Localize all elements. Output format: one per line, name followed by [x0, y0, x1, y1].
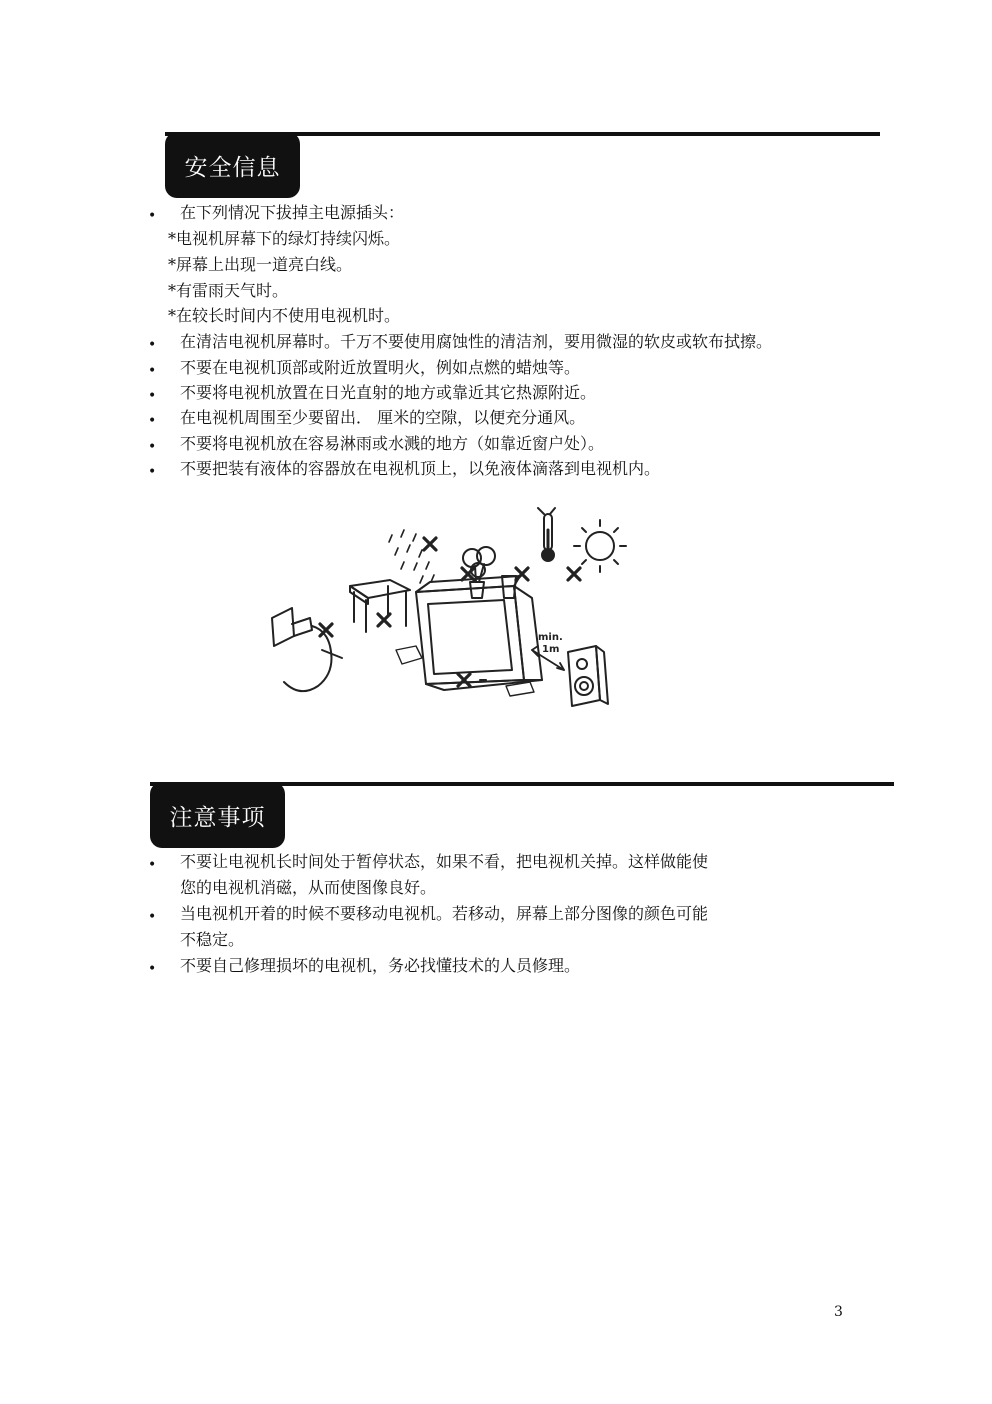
- tv-icon: [416, 576, 542, 690]
- power-socket-icon: [272, 608, 342, 691]
- safety-bullet: 不要把装有液体的容器放在电视机顶上，以免液体滴落到电视机内。: [180, 459, 661, 478]
- safety-section-header: [165, 132, 880, 198]
- safety-bullet: 不要在电视机顶部或附近放置明火，例如点燃的蜡烛等。: [180, 358, 581, 377]
- tv-placement-illustration: [262, 500, 642, 725]
- notes-section-title: 注意事项: [150, 782, 285, 848]
- bullet-dot: •: [148, 208, 157, 224]
- notes-item-line: 不稳定。: [180, 930, 245, 949]
- bullet-dot: •: [148, 337, 157, 353]
- distance-label-1m: 1m: [542, 644, 560, 655]
- sun-icon: [574, 520, 626, 572]
- distance-label-min: min.: [538, 632, 563, 643]
- notes-item-line: 当电视机开着的时候不要移动电视机。若移动，屏幕上部分图像的颜色可能: [180, 904, 709, 923]
- bullet-dot: •: [148, 388, 157, 404]
- safety-bullet: 在电视机周围至少要留出． 厘米的空隙，以便充分通风。: [180, 408, 586, 427]
- notes-item-line: 不要自己修理损坏的电视机，务必找懂技术的人员修理。: [180, 956, 581, 975]
- thermometer-icon: [538, 508, 555, 561]
- bullet-dot: •: [148, 413, 157, 429]
- notes-item-line: 您的电视机消磁，从而使图像良好。: [180, 878, 437, 897]
- safety-bullet: 在清洁电视机屏幕时。千万不要使用腐蚀性的清洁剂，要用微湿的软皮或软布拭擦。: [180, 332, 773, 351]
- safety-bullet: 不要将电视机放在容易淋雨或水溅的地方（如靠近窗户处）。: [180, 434, 605, 453]
- bullet-dot: •: [148, 439, 157, 455]
- bullet-dot: •: [148, 857, 157, 873]
- unplug-intro: 在下列情况下拔掉主电源插头：: [180, 203, 405, 222]
- bullet-dot: •: [148, 909, 157, 925]
- speaker-icon: [568, 646, 608, 706]
- bullet-dot: •: [148, 464, 157, 480]
- notes-section-header: [150, 782, 894, 848]
- safety-bullet: 不要将电视机放置在日光直射的地方或靠近其它热源附近。: [180, 383, 597, 402]
- unplug-item: *在较长时间内不使用电视机时。: [168, 306, 401, 325]
- bullet-dot: •: [148, 961, 157, 977]
- bullet-dot: •: [148, 363, 157, 379]
- unplug-item: *有雷雨天气时。: [168, 281, 289, 300]
- safety-section-title: 安全信息: [165, 132, 300, 198]
- unplug-item: *电视机屏幕下的绿灯持续闪烁。: [168, 229, 401, 248]
- page-number: 3: [834, 1304, 843, 1320]
- unplug-item: *屏幕上出现一道亮白线。: [168, 255, 353, 274]
- notes-item-line: 不要让电视机长时间处于暂停状态，如果不看，把电视机关掉。这样做能使: [180, 852, 709, 871]
- rain-drops-icon: [389, 530, 434, 583]
